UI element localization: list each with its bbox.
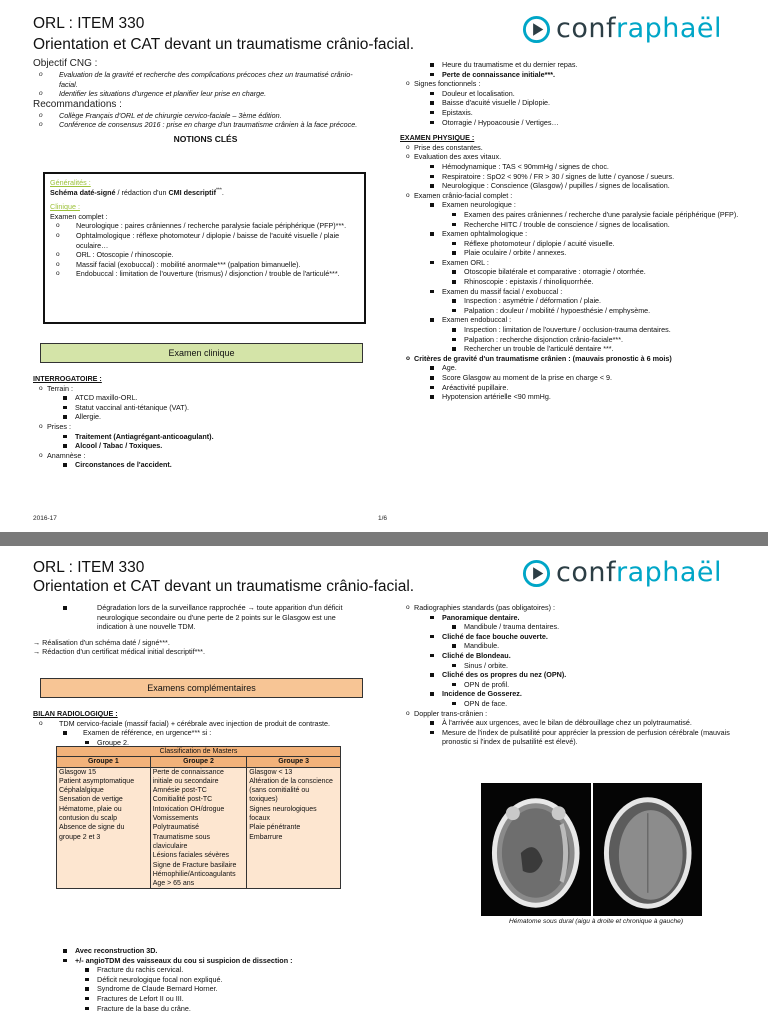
realisation-line: → Réalisation d'un schéma daté / signé***. bbox=[33, 637, 170, 647]
cmi-bold: CMI descriptif bbox=[168, 187, 216, 197]
cliche-face: Cliché de face bouche ouverte. bbox=[400, 632, 745, 642]
logo-text-conf: conf bbox=[556, 13, 616, 44]
left-column-p1 bbox=[33, 58, 368, 145]
generalites-label: Généralités : bbox=[50, 178, 91, 187]
page-2 bbox=[0, 546, 768, 1024]
box-massif: o Massif facial (exobuccal) : mobilité anormale*** (palpation bimanuelle). bbox=[50, 260, 359, 270]
axe-item: Hémodynamique : TAS < 90mmHg / signes de choc. bbox=[400, 162, 745, 172]
ex-ophtalmo: Examen ophtalmologique : bbox=[400, 229, 745, 239]
angio-tdm: +/- angioTDM des vaisseaux du cou si suspicion de dissection : bbox=[33, 956, 368, 966]
ex-neuro: Examen neurologique : bbox=[400, 200, 745, 210]
degradation-text: Dégradation lors de la surveillance rapprochée → toute apparition d'un déficit neurologique secondaire ou d'une perte de 2 points sur le Glasgow est une indication à une nouvelle TDM. bbox=[33, 603, 368, 632]
cliche-face-item: Mandibule. bbox=[400, 641, 745, 651]
reco-heading: Recommandations : bbox=[33, 98, 122, 110]
examen-reference: Examen de référence, en urgence*** si : bbox=[33, 728, 368, 738]
groupe-item: Groupe 2. bbox=[33, 738, 368, 748]
prises-item: Traitement (Antiagrégant-anticoagulant). bbox=[33, 432, 368, 442]
schema-bold: Schéma daté-signé bbox=[50, 187, 116, 197]
right-column-p1 bbox=[400, 60, 745, 402]
ex-endo-item: Inspection : limitation de l'ouverture / occlusion-trauma dentaires. bbox=[400, 325, 745, 335]
examen-cranio: o Examen crânio-facial complet : bbox=[400, 191, 745, 201]
gosserez: Incidence de Gosserez. bbox=[400, 689, 745, 699]
anamnese-item: Heure du traumatisme et du dernier repas. bbox=[400, 60, 745, 70]
axe-item: Respiratoire : SpO2 < 90% / FR > 30 / signes de lutte / cyanose / sueurs. bbox=[400, 172, 745, 182]
page-title: Orientation et CAT devant un traumatisme crânio-facial. bbox=[33, 36, 415, 53]
table-header: Groupe 2 bbox=[150, 757, 247, 767]
anamnese-item: Perte de connaissance initiale***. bbox=[400, 70, 745, 80]
ex-orl: Examen ORL : bbox=[400, 258, 745, 268]
constantes: o Prise des constantes. bbox=[400, 143, 745, 153]
interrogatoire-section bbox=[33, 374, 368, 470]
box-orl: o ORL : Otoscopie / rhinoscopie. bbox=[50, 250, 359, 260]
terrain-item: ATCD maxillo-ORL. bbox=[33, 393, 368, 403]
box-endobuccal: o Endobuccal : limitation de l'ouverture (trismus) / disjonction / trouble de l'articulé***. bbox=[50, 269, 359, 279]
table-cell-groupe-3: Glasgow < 13 Altération de la conscience (sans comitialité ou toxiques) Signes neurologiques focaux Plaie pénétrante Embarrure bbox=[247, 767, 341, 889]
ct-caption: Hématome sous dural (aigu à droite et chronique à gauche) bbox=[508, 918, 684, 925]
critere-item: Hypotension artérielle <90 mmHg. bbox=[400, 392, 745, 402]
examen-physique-heading: EXAMEN PHYSIQUE : bbox=[400, 133, 475, 143]
table-cell-groupe-1: Glasgow 15 Patient asymptomatique Céphalalgique Sensation de vertige Hématome, plaie ou contusion du scalp Absence de signe du groupe 2 et 3 bbox=[57, 767, 151, 889]
critere-item: Score Glasgow au moment de la prise en charge < 9. bbox=[400, 373, 745, 383]
terrain-item: Allergie. bbox=[33, 412, 368, 422]
reconstruction-3d: Avec reconstruction 3D. bbox=[33, 946, 368, 956]
tdm-text: o TDM cervico-faciale (massif facial) + cérébrale avec injection de produit de contraste. bbox=[33, 719, 368, 729]
table-header: Groupe 3 bbox=[247, 757, 341, 767]
signe-item: Otorragie / Hypoacousie / Vertiges… bbox=[400, 118, 745, 128]
doppler-item: Mesure de l'index de pulsatilité pour apprécier la pression de perfusion cérébrale (mauvais pronostic si l'index de pulsatilité est élevé). bbox=[400, 728, 745, 747]
notions-heading: NOTIONS CLÉS bbox=[173, 133, 238, 144]
left-column-p2 bbox=[33, 603, 368, 657]
box-ophtalmo: o Ophtalmologique : réflexe photomoteur / diplopie / baisse de l'acuité visuelle / plaie oculaire… bbox=[50, 231, 359, 250]
reco-item: o Conférence de consensus 2016 : prise en charge d'un traumatisme crânien à la face précoce. bbox=[33, 120, 368, 130]
anamnese-label: o Anamnèse : bbox=[33, 451, 368, 461]
logo-text-raphael: raphaël bbox=[615, 13, 723, 44]
signe-item: Douleur et localisation. bbox=[400, 89, 745, 99]
prises-item: Alcool / Tabac / Toxiques. bbox=[33, 441, 368, 451]
ex-neuro-item: Recherche HITC / trouble de conscience / signes de localisation. bbox=[400, 220, 745, 230]
examens-complementaires-bar: Examens complémentaires bbox=[40, 678, 363, 698]
ex-endo: Examen endobuccal : bbox=[400, 315, 745, 325]
table-title: Classification de Masters bbox=[57, 747, 341, 757]
play-circle-icon bbox=[522, 15, 551, 44]
ex-endo-item: Palpation : recherche disjonction crânio-faciale***. bbox=[400, 335, 745, 345]
blondeau-item: Sinus / orbite. bbox=[400, 661, 745, 671]
angio-section bbox=[33, 946, 368, 1013]
radio-standard: o Radiographies standards (pas obligatoires) : bbox=[400, 603, 745, 613]
angio-item: Syndrome de Claude Bernard Horner. bbox=[33, 984, 368, 994]
ex-orl-item: Rhinoscopie : epistaxis / rhinoliquorrhée. bbox=[400, 277, 745, 287]
angio-item: Déficit neurologique focal non expliqué. bbox=[33, 975, 368, 985]
objectif-heading: Objectif CNG : bbox=[33, 58, 98, 69]
signes-label: o Signes fonctionnels : bbox=[400, 79, 745, 89]
doppler-item: À l'arrivée aux urgences, avec le bilan de débrouillage chez un polytraumatisé. bbox=[400, 718, 745, 728]
axe-item: Neurologique : Conscience (Glasgow) / pupilles / signes de localisation. bbox=[400, 181, 745, 191]
ex-ophtalmo-item: Réflexe photomoteur / diplopie / acuité visuelle. bbox=[400, 239, 745, 249]
logo-text-conf: conf bbox=[556, 557, 616, 588]
ex-massif-item: Inspection : asymétrie / déformation / plaie. bbox=[400, 296, 745, 306]
terrain-item: Statut vaccinal anti-tétanique (VAT). bbox=[33, 403, 368, 413]
right-column-p2 bbox=[400, 603, 745, 747]
opn: Cliché des os propres du nez (OPN). bbox=[400, 670, 745, 680]
anamnese-item: Circonstances de l'accident. bbox=[33, 460, 368, 470]
box-neuro: o Neurologique : paires crâniennes / recherche paralysie faciale périphérique (PFP)***. bbox=[50, 221, 359, 231]
prises-label: o Prises : bbox=[33, 422, 368, 432]
table-header: Groupe 1 bbox=[57, 757, 151, 767]
redaction-line: → Rédaction d'un certificat médical initial descriptif***. bbox=[33, 647, 205, 657]
ex-massif: Examen du massif facial / exobuccal : bbox=[400, 287, 745, 297]
panoramique: Panoramique dentaire. bbox=[400, 613, 745, 623]
signe-item: Baisse d'acuité visuelle / Diplopie. bbox=[400, 98, 745, 108]
doppler: o Doppler trans-crânien : bbox=[400, 709, 745, 719]
schema-text: / rédaction d'un bbox=[115, 187, 169, 197]
angio-item: Fracture de la base du crâne. bbox=[33, 1004, 368, 1014]
ex-endo-item: Rechercher un trouble de l'articulé dentaire ***. bbox=[400, 344, 745, 354]
masters-classification-table bbox=[56, 746, 341, 889]
blondeau: Cliché de Blondeau. bbox=[400, 651, 745, 661]
item-heading: ORL : ITEM 330 bbox=[33, 559, 145, 576]
confraphael-logo bbox=[522, 558, 722, 588]
table-cell-groupe-2: Perte de connaissance initiale ou secondaire Amnésie post-TC Comitialité post-TC Intoxication OH/drogue Vomissements Polytraumatisé Traumatisme sous claviculaire Lésions faciales sévères Signe de Fracture basilaire Hémophilie/Anticoagulants Age > 65 ans bbox=[150, 767, 247, 889]
footer-year: 2016-17 bbox=[33, 515, 57, 522]
bilan-heading: BILAN RADIOLOGIQUE : bbox=[33, 709, 118, 718]
signe-item: Epistaxis. bbox=[400, 108, 745, 118]
item-heading: ORL : ITEM 330 bbox=[33, 15, 145, 32]
angio-item: Fracture du rachis cervical. bbox=[33, 965, 368, 975]
clinique-label: Clinique : bbox=[50, 202, 80, 212]
gosserez-item: OPN de face. bbox=[400, 699, 745, 709]
objectif-item: o Evaluation de la gravité et recherche des complications précoces chez un traumatisé crânio-facial. bbox=[33, 70, 368, 89]
interrogatoire-heading: INTERROGATOIRE : bbox=[33, 374, 102, 383]
page-title: Orientation et CAT devant un traumatisme crânio-facial. bbox=[33, 578, 415, 595]
critere-item: Age. bbox=[400, 363, 745, 373]
notions-cles-box: Généralités : Schéma daté-signé / rédaction d'un CMI descriptif***. Clinique : Examen complet : o Neurologique : paires crâniennes / recherche paralysie faciale périphérique (PFP)***. o Ophtalmologique : réflexe photomoteur / diplopie / baisse de l'acuité visuelle / plaie oculaire… o ORL : Otoscopie / rhinoscopie. o Massif facial (exobuccal) : mobilité anormale*** (palpation bimanuelle). o Endobuccal : limitation de l'ouverture (trismus) / disjonction / trouble de l'articulé***. bbox=[43, 172, 366, 324]
criteres-gravite: o Critères de gravité d'un traumatisme crânien : (mauvais pronostic à 6 mois) bbox=[400, 354, 745, 364]
reco-item: o Collège Français d'ORL et de chirurgie cervico-faciale – 3ème édition. bbox=[33, 111, 368, 121]
ct-scan-left bbox=[481, 783, 591, 916]
play-circle-icon bbox=[522, 559, 551, 588]
axes-vitaux: o Evaluation des axes vitaux. bbox=[400, 152, 745, 162]
ex-massif-item: Palpation : douleur / mobilité / hypoesthésie / emphysème. bbox=[400, 306, 745, 316]
confraphael-logo bbox=[522, 14, 722, 44]
terrain-label: o Terrain : bbox=[33, 384, 368, 394]
examen-clinique-bar: Examen clinique bbox=[40, 343, 363, 363]
logo-text-raphael: raphaël bbox=[615, 557, 723, 588]
ex-ophtalmo-item: Plaie oculaire / orbite / annexes. bbox=[400, 248, 745, 258]
ex-neuro-item: Examen des paires crâniennes / recherche d'une paralysie faciale périphérique (PFP). bbox=[400, 210, 745, 220]
objectif-item: o Identifier les situations d'urgence et planifier leur prise en charge. bbox=[33, 89, 368, 99]
critere-item: Aréactivité pupillaire. bbox=[400, 383, 745, 393]
ex-orl-item: Otoscopie bilatérale et comparative : otorragie / otorrhée. bbox=[400, 267, 745, 277]
angio-item: Fractures de Lefort II ou III. bbox=[33, 994, 368, 1004]
examen-complet: Examen complet : bbox=[50, 211, 108, 221]
footer-page-number: 1/6 bbox=[378, 515, 388, 522]
opn-item: OPN de profil. bbox=[400, 680, 745, 690]
pano-item: Mandibule / trauma dentaires. bbox=[400, 622, 745, 632]
ct-scan-images bbox=[481, 783, 702, 916]
ct-scan-right bbox=[593, 783, 703, 916]
